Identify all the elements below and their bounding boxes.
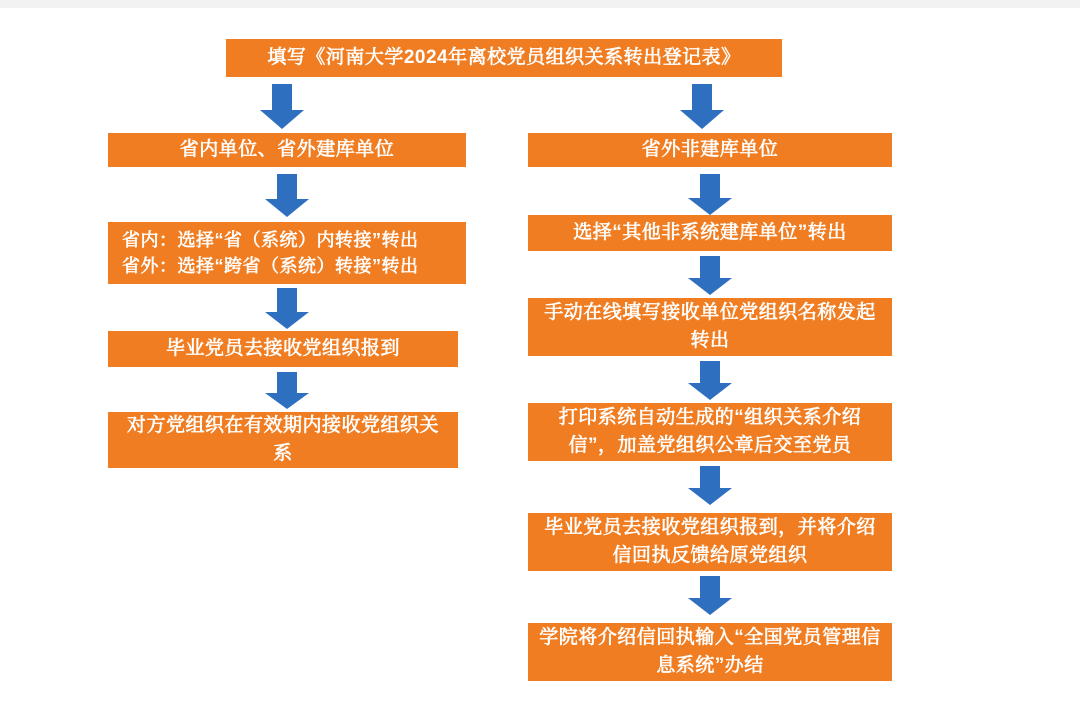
node-right-2 [528,215,892,251]
node-right-1-label: 省外非建库单位 [641,139,779,161]
arrow-right-5-to-right-6 [686,576,734,616]
node-start [226,39,782,77]
node-left-4 [108,412,458,468]
node-right-6-label: 学院将介绍信回执输入“全国党员管理信息系统”办结 [539,627,881,676]
node-left-3 [108,331,458,367]
arrow-right-1-to-right-2 [686,174,734,216]
node-left-2 [108,222,466,284]
node-right-4-label: 打印系统自动生成的“组织关系介绍信”，加盖党组织公章后交至党员 [558,407,862,456]
node-right-6 [528,623,892,681]
arrow-left-1-to-left-2 [263,174,311,218]
node-left-4-label: 对方党组织在有效期内接收党组织关系 [126,415,439,464]
arrow-left-2-to-left-3 [263,288,311,330]
node-left-2-line-1: 省内：选择“省（系统）内转接”转出 [122,229,419,250]
node-right-5 [528,513,892,571]
node-left-3-label: 毕业党员去接收党组织报到 [165,338,400,360]
node-right-4 [528,403,892,461]
node-right-3-label: 手动在线填写接收单位党组织名称发起转出 [544,302,876,351]
node-right-3 [528,298,892,356]
node-right-5-label: 毕业党员去接收党组织报到，并将介绍信回执反馈给原党组织 [544,517,876,566]
arrow-left-3-to-left-4 [263,372,311,410]
node-right-2-label: 选择“其他非系统建库单位”转出 [573,222,847,244]
node-left-1 [108,133,466,167]
node-right-1 [528,133,892,167]
node-start-label: 填写《河南大学2024年离校党员组织关系转出登记表》 [267,47,741,69]
node-left-1-label: 省内单位、省外建库单位 [179,139,395,161]
arrow-right-3-to-right-4 [686,361,734,401]
arrow-right-4-to-right-5 [686,466,734,506]
arrow-right-2-to-right-3 [686,256,734,296]
node-left-2-line-2: 省外：选择“跨省（系统）转接”转出 [122,256,419,276]
arrow-start-to-left-1 [258,84,306,130]
top-divider-strip [0,0,1080,8]
arrow-start-to-right-1 [678,84,726,130]
